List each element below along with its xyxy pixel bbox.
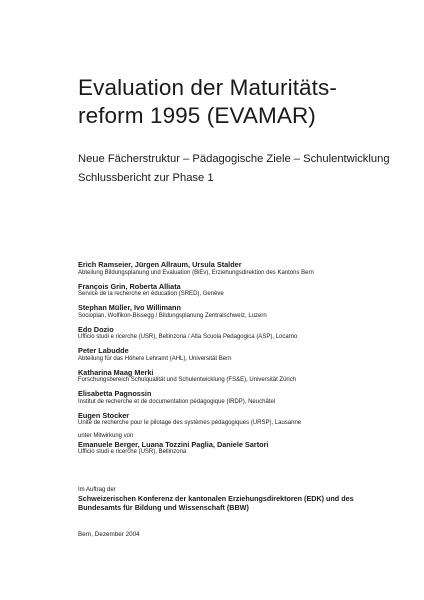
author-entry — [78, 412, 418, 428]
subtitle-line: Schlussbericht zur Phase 1 — [78, 172, 214, 184]
mandate-line: Schweizerischen Konferenz der kantonalen Erziehungsdirektoren (EDK) und des — [78, 494, 354, 503]
author-names: Peter Labudde — [78, 346, 129, 355]
subtitle-line: Neue Fächerstruktur – Pädagogische Ziele – Schulentwicklung — [78, 153, 390, 165]
dateline: Bern, Dezember 2004 — [78, 531, 140, 538]
author-names: Edo Dozio — [78, 324, 114, 334]
mandate-line: Bundesamts für Bildung und Wissenschaft (BBW) — [78, 503, 249, 513]
author-entry — [78, 261, 418, 277]
document-title — [78, 74, 398, 130]
author-names: Katharina Maag Merki — [78, 367, 154, 377]
author-names: Elisabetta Pagnossin — [78, 389, 152, 398]
collaboration-institution: Ufficio studi e ricerche (USR), Bellinzona — [78, 449, 187, 456]
author-entry — [78, 304, 418, 320]
title-line: reform 1995 (EVAMAR) — [78, 103, 316, 128]
collaboration-block — [78, 433, 418, 457]
author-entry — [78, 390, 418, 406]
author-institution: Forschungsbereich Schulqualität und Schulentwicklung (FS&E), Universität Zürich — [78, 377, 297, 384]
author-institution: Institut de recherche et de documentation pédagogique (IRDP), Neuchâtel — [78, 398, 276, 405]
author-names: François Grin, Roberta Alliata — [78, 281, 181, 291]
document-subtitle — [78, 150, 408, 188]
author-institution: Unité de recherche pour le pilotage des systèmes pédagogiques (URSP), Lausanne — [78, 420, 302, 427]
mandate-block — [78, 486, 418, 512]
collaboration-intro: unter Mitwirkung von — [78, 433, 134, 439]
author-institution: Abteilung Bildungsplanung und Evaluation (BiEv), Erziehungsdirektion des Kantons Bern — [78, 269, 314, 276]
author-institution: Abteilung für das Höhere Lehramt (AHL), Universität Bern — [78, 355, 232, 362]
author-entry — [78, 283, 418, 299]
mandate-intro: Im Auftrag der — [78, 487, 116, 493]
author-names: Eugen Stocker — [78, 410, 130, 420]
collaboration-names: Emanuele Berger, Luana Tozzini Paglia, Daniele Sartori — [78, 439, 269, 449]
author-entry — [78, 326, 418, 342]
author-entry — [78, 347, 418, 363]
author-institution: Service de la recherche en éducation (SRED), Genève — [78, 291, 224, 298]
title-line: Evaluation der Maturitäts- — [78, 75, 337, 100]
author-institution: Socioplan, Wolfikon-Bissegg / Bildungsplanung Zentralschweiz, Luzern — [78, 312, 267, 319]
author-list — [78, 261, 418, 462]
author-names: Erich Ramseier, Jürgen Allraum, Ursula Stalder — [78, 260, 242, 269]
author-institution: Ufficio studi e ricerche (USR), Bellinzona / Alta Scuola Pedagogica (ASP), Locarno — [78, 334, 298, 341]
author-names: Stephan Müller, Ivo Willimann — [78, 303, 181, 312]
author-entry — [78, 369, 418, 385]
